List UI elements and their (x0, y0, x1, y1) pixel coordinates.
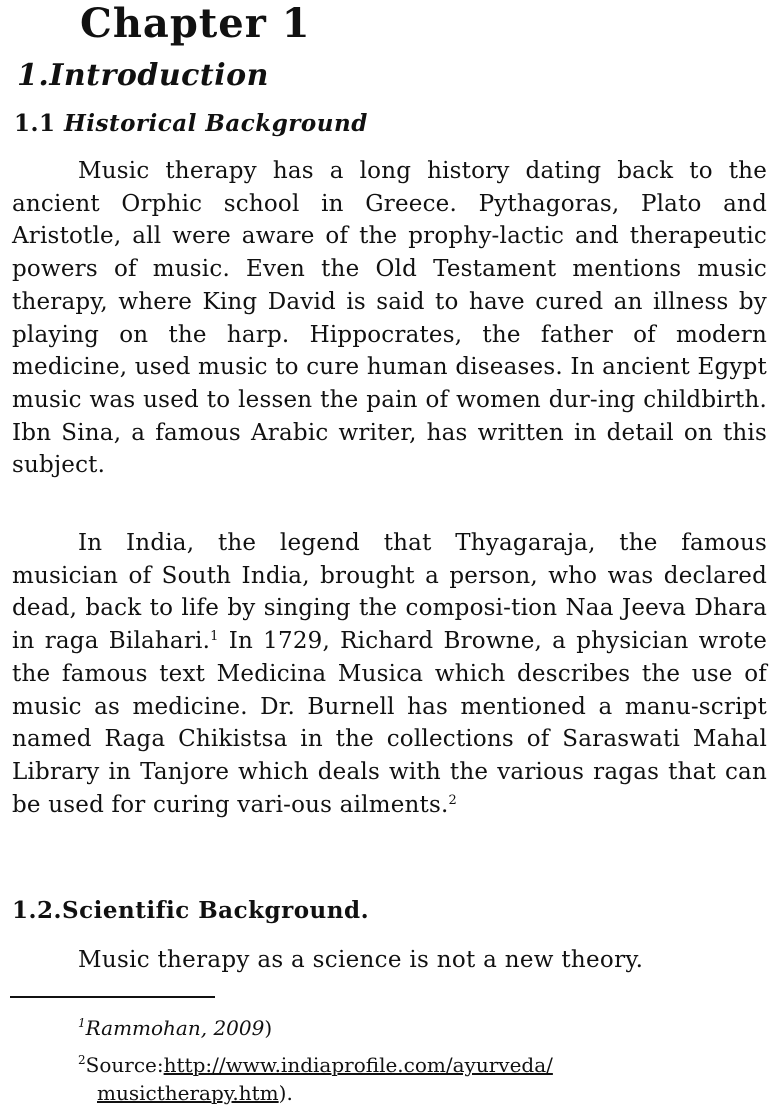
subsection-title: Historical Background (64, 110, 368, 137)
paragraph-text-part-2: In 1729, Richard Browne, a physician wrote the famous text Medicina Musica which describes the use of music as medicine. Dr. Burnell has mentioned a manu-script named Raga Chikistsa in the collections of Saraswati Mahal Library in Tanjore which deals with the various ragas that can be used for curing vari-ous ailments. (12, 628, 767, 818)
paragraph-historical-1 (12, 155, 767, 482)
footnote-marker: 1 (78, 1016, 86, 1030)
footnote-prefix: Source: (85, 1053, 164, 1077)
paragraph-scientific: Music therapy as a science is not a new theory. (78, 947, 644, 973)
footnote-1 (78, 1014, 272, 1042)
footnote-tail: ). (278, 1081, 293, 1105)
footnote-reference-1: 1 (210, 629, 219, 645)
paragraph-text-part-1: In India, the legend that Thyagaraja, the famous musician of South India, brought a person, who was declared dead, back to life by singing the composi-tion Naa Jeeva Dhara in raga Bilahari. (12, 530, 767, 655)
paragraph-text: Music therapy has a long history dating back to the ancient Orphic school in Greece. Pythagoras, Plato and Aristotle, all were aware of the prophy-lactic and therapeutic powers of music. Even the Old Testament mentions music therapy, where King David is said to have cured an illness by playing on the harp. Hippocrates, the father of modern medicine, used music to cure human diseases. In ancient Egypt music was used to lessen the pain of women dur-ing childbirth. Ibn Sina, a famous Arabic writer, has written in detail on this subject. (12, 158, 767, 479)
footnote-link-line-2[interactable]: musictherapy.htm (97, 1081, 279, 1105)
section-title: 1.Introduction (17, 58, 269, 93)
footnote-separator (10, 996, 215, 998)
footnote-marker: 2 (78, 1053, 86, 1067)
footnote-2 (78, 1051, 718, 1107)
chapter-title: Chapter 1 (80, 0, 311, 47)
footnote-reference-2: 2 (448, 792, 457, 808)
paragraph-historical-2 (12, 527, 767, 821)
subsection-number: 1.1 (14, 110, 56, 137)
subsection-heading-scientific: 1.2.Scientific Background. (12, 897, 370, 924)
footnote-tail: ) (264, 1016, 273, 1040)
footnote-link-line-1[interactable]: http://www.indiaprofile.com/ayurveda/ (163, 1053, 553, 1077)
subsection-heading-historical (14, 109, 368, 139)
footnote-text: Rammohan, 2009 (85, 1016, 265, 1040)
